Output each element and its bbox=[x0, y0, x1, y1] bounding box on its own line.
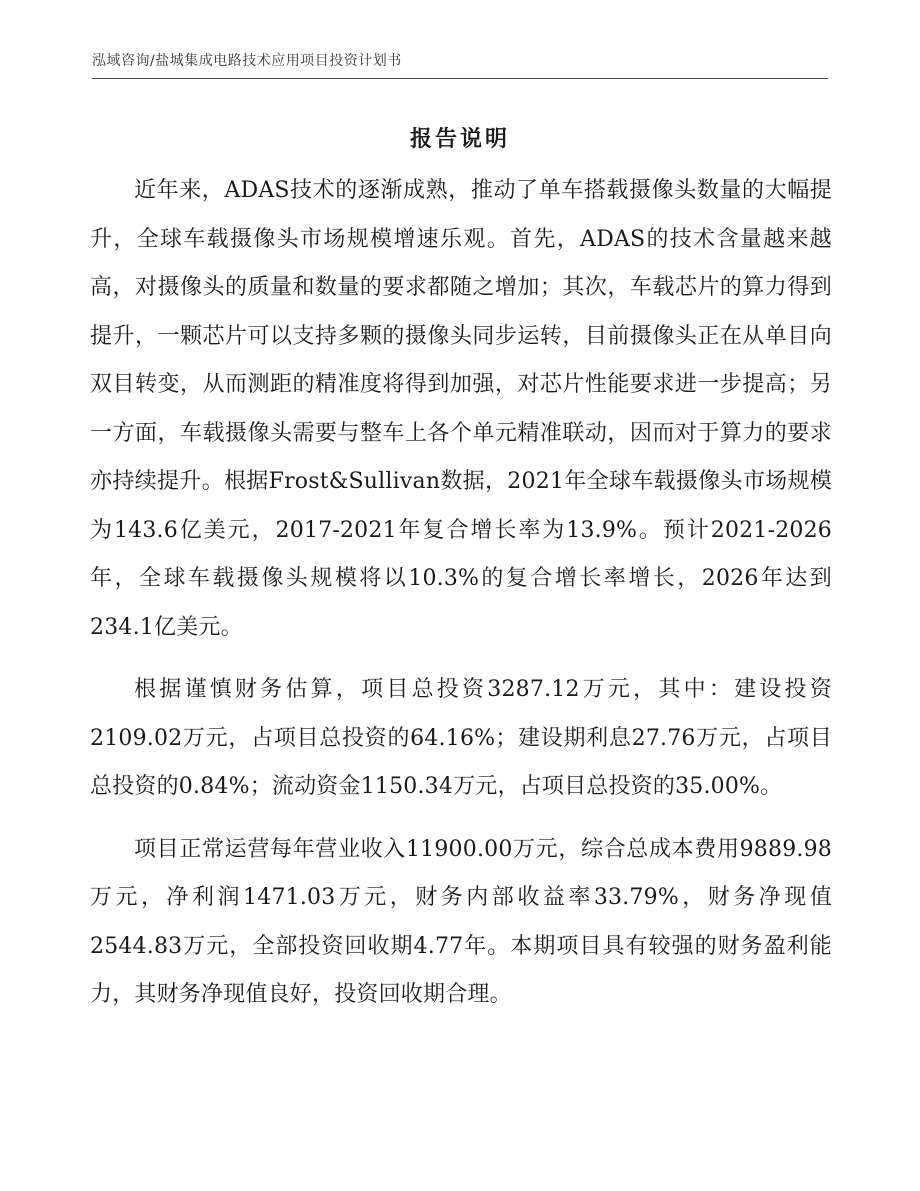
header-divider bbox=[92, 78, 828, 79]
running-header: 泓域咨询/盐城集成电路技术应用项目投资计划书 bbox=[92, 53, 402, 69]
paragraph-market-overview: 近年来，ADAS技术的逐渐成熟，推动了单车搭载摄像头数量的大幅提升，全球车载摄像头市场规模增速乐观。首先，ADAS的技术含量越来越高，对摄像头的质量和数量的要求都随之增加；其次，车载芯片的算力得到提升，一颗芯片可以支持多颗的摄像头同步运转，目前摄像头正在从单目向双目转变，从而测距的精准度将得到加强，对芯片性能要求进一步提高；另一方面，车载摄像头需要与整车上各个单元精准联动，因而对于算力的要求亦持续提升。根据Frost&Sullivan数据，2021年全球车载摄像头市场规模为143.6亿美元，2017-2021年复合增长率为13.9%。预计2021-2026年，全球车载摄像头规模将以10.3%的复合增长率增长，2026年达到234.1亿美元。 bbox=[90, 178, 832, 640]
paragraph-investment-estimate: 根据谨慎财务估算，项目总投资3287.12万元，其中：建设投资2109.02万元，占项目总投资的64.16%；建设期利息27.76万元，占项目总投资的0.84%；流动资金1150.34万元，占项目总投资的35.00%。 bbox=[90, 677, 832, 799]
page-title: 报告说明 bbox=[409, 127, 510, 152]
document-body bbox=[90, 167, 832, 1034]
paragraph-financial-returns: 项目正常运营每年营业收入11900.00万元，综合总成本费用9889.98万元，净利润1471.03万元，财务内部收益率33.79%，财务净现值2544.83万元，全部投资回收期4.77年。本期项目具有较强的财务盈利能力，其财务净现值良好，投资回收期合理。 bbox=[90, 836, 832, 1007]
